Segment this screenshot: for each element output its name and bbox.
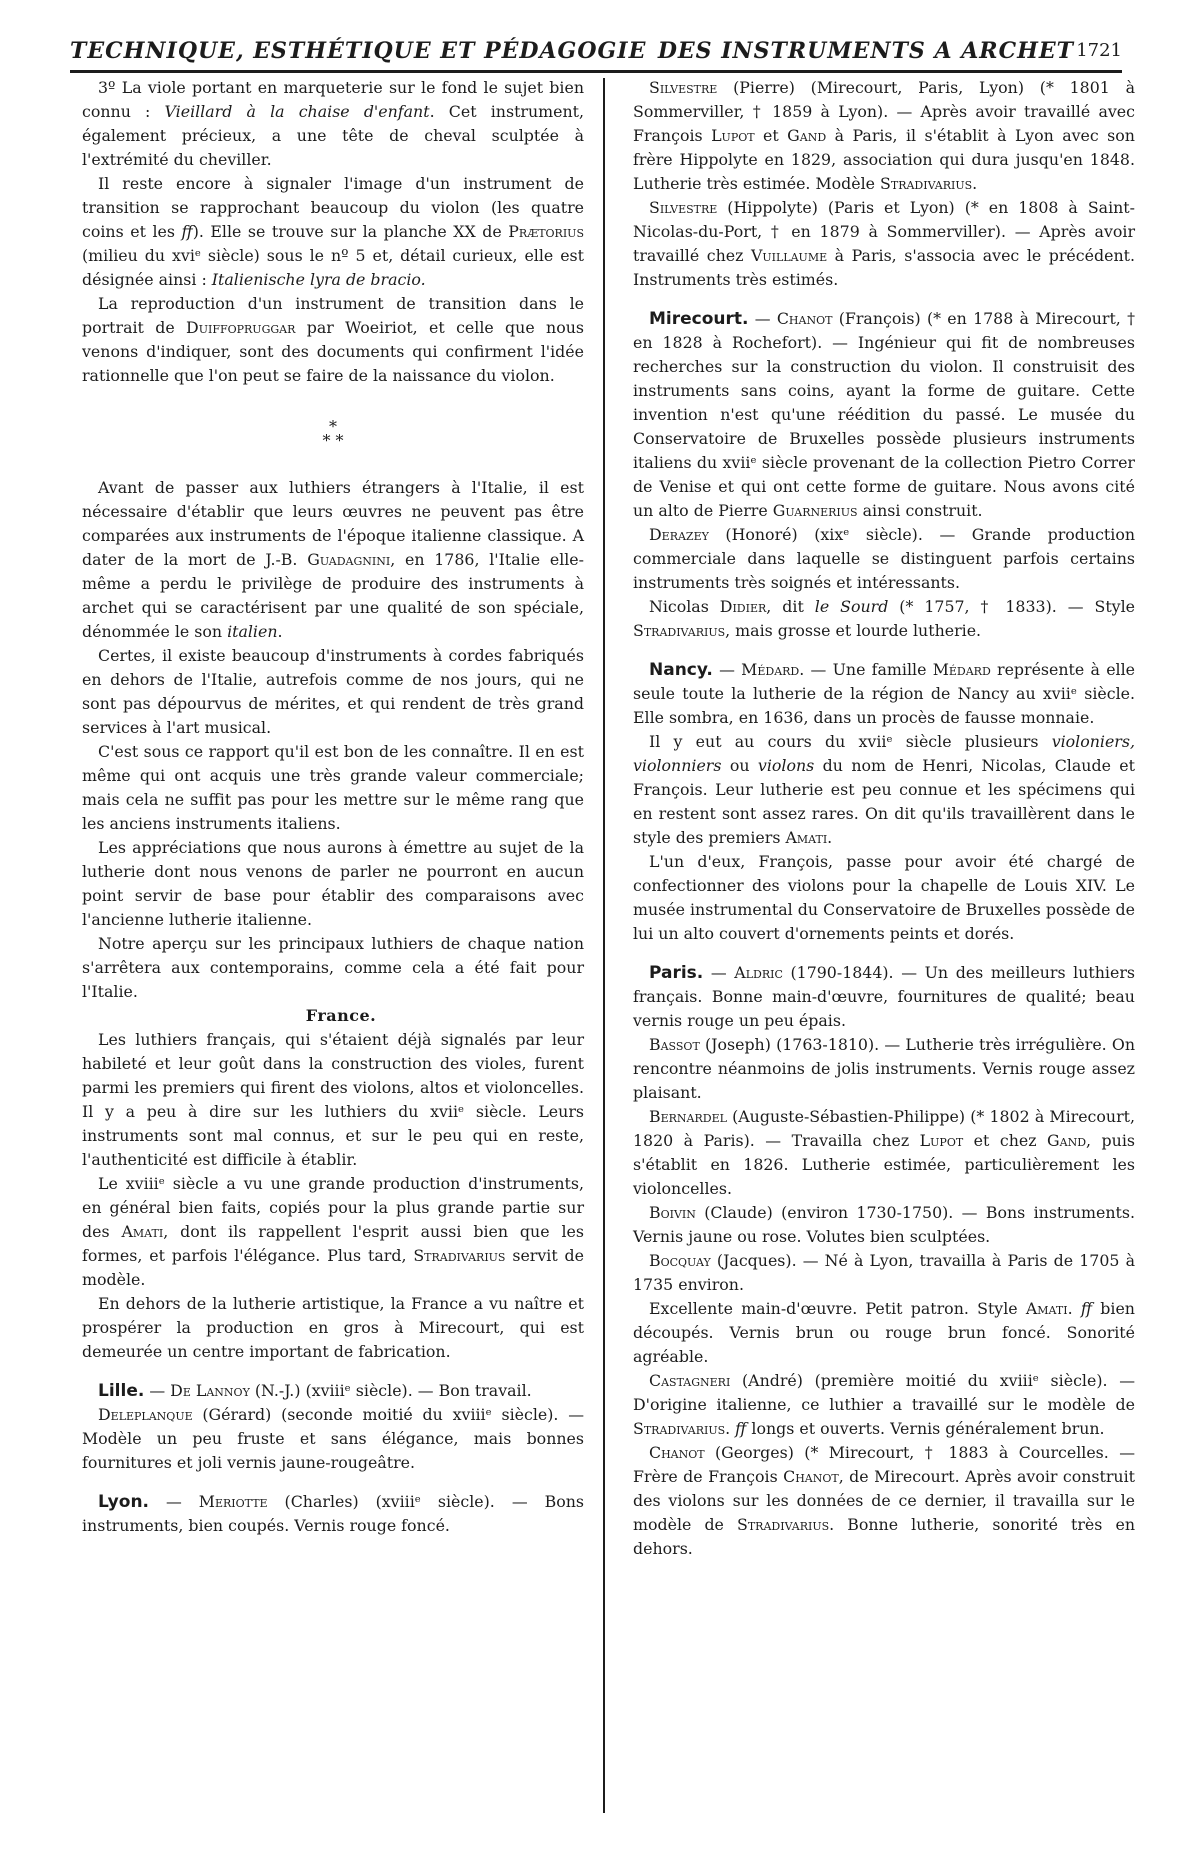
right-column: [633, 76, 1135, 1561]
section-title: France.: [305, 1006, 377, 1025]
entry-boivin: Boivin (Claude) (environ 1730-1750). — Bons instruments. Vernis jaune ou rose. Volutes bien sculptées.: [633, 1203, 1135, 1246]
paragraph: Les luthiers français, qui s'étaient déjà signalés par leur habileté et leur goût dans la construction des violes, furent parmi les premiers qui firent des violons, altos et violoncelles. Il y a peu à dire sur les luthiers du xviiᵉ siècle. Leurs instruments sont mal connus, et sur le peu qui en reste, l'authenticité est difficile à établir.: [82, 1030, 584, 1169]
running-header: [70, 36, 1122, 73]
paragraph: En dehors de la lutherie artistique, la France a vu naître et prospérer la production en gros à Mirecourt, qui est demeurée un centre important de fabrication.: [82, 1294, 584, 1361]
entry-bocquay: Bocquay (Jacques). — Né à Lyon, travailla à Paris de 1705 à 1735 environ.: [633, 1251, 1135, 1294]
header-right-title: DES INSTRUMENTS A ARCHET: [657, 38, 1074, 64]
section-break-asterisks: * * *: [322, 417, 344, 450]
city-heading: Paris.: [649, 963, 704, 983]
entry-didier: Nicolas Didier, dit le Sourd (* 1757, † 1833). — Style Stradivarius, mais grosse et lourde lutherie.: [633, 597, 1135, 640]
paragraph: Certes, il existe beaucoup d'instruments à cordes fabriqués en dehors de l'Italie, autrefois comme de nos jours, qui ne sont pas dépourvus de mérites, et qui rendent de très grand services à l'art musical.: [82, 646, 584, 737]
paragraph: Il reste encore à signaler l'image d'un instrument de transition se rapprochant beaucoup du violon (les quatre coins et les ff). Elle se trouve sur la planche XX de Prætorius (milieu du xviᵉ siècle) sous le nº 5 et, détail curieux, elle est désignée ainsi : Italienische lyra de bracio.: [82, 174, 584, 289]
paragraph: Excellente main-d'œuvre. Petit patron. Style Amati. ff bien découpés. Vernis brun ou rouge brun foncé. Sonorité agréable.: [633, 1299, 1135, 1366]
paragraph: L'un d'eux, François, passe pour avoir été chargé de confectionner des violons pour la chapelle de Louis XIV. Le musée instrumental du Conservatoire de Bruxelles possède de lui un alto couvert d'ornements peints et dorés.: [633, 852, 1135, 943]
city-heading: Lyon.: [98, 1492, 149, 1512]
paragraph: C'est sous ce rapport qu'il est bon de les connaître. Il en est même qui ont acquis une très grande valeur commerciale; mais cela ne suffit pas pour les mettre sur le même rang que les anciens instruments italiens.: [82, 742, 584, 833]
entry-mirecourt-chanot: Mirecourt. — Chanot (François) (* en 1788 à Mirecourt, † en 1828 à Rochefort). — Ingénieur qui fit de nombreuses recherches sur la construction du violon. Il construisit des instruments sans coins, ayant la forme de guitare. Cette invention n'est qu'une réédition du passé. Le musée du Conservatoire de Bruxelles possède plusieurs instruments italiens du xviiᵉ siècle provenant de la collection Pietro Correr de Venise et qui ont cette forme de guitare. Nous avons cité un alto de Pierre Guarnerius ainsi construit.: [633, 309, 1135, 520]
entry-bernardel: Bernardel (Auguste-Sébastien-Philippe) (* 1802 à Mirecourt, 1820 à Paris). — Travailla chez Lupot et chez Gand, puis s'établit en 1826. Lutherie estimée, particulièrement les violoncelles.: [633, 1107, 1135, 1198]
entry-lyon: Lyon. — Meriotte (Charles) (xviiiᵉ siècle). — Bons instruments, bien coupés. Vernis rouge foncé.: [82, 1492, 585, 1535]
paragraph: Notre aperçu sur les principaux luthiers de chaque nation s'arrêtera aux contemporains, comme cela a été fait pour l'Italie.: [82, 934, 584, 1001]
left-column: [82, 76, 584, 1538]
page-number: 1721: [1076, 40, 1122, 61]
paragraph: Avant de passer aux luthiers étrangers à l'Italie, il est nécessaire d'établir que leurs œuvres ne peuvent pas être comparées aux instruments de l'époque italienne classique. A dater de la mort de J.-B. Guadagnini, en 1786, l'Italie elle-même a perdu le privilège de produire des instruments à archet qui se caractérisent par une qualité de son spéciale, dénommée le son italien.: [82, 478, 584, 641]
entry-silvestre-pierre: Silvestre (Pierre) (Mirecourt, Paris, Lyon) (* 1801 à Sommerviller, † 1859 à Lyon). — Après avoir travaillé avec François Lupot et Gand à Paris, il s'établit à Lyon avec son frère Hippolyte en 1829, association qui dura jusqu'en 1848. Lutherie très estimée. Modèle Stradivarius.: [633, 78, 1135, 193]
paragraph: Le xviiiᵉ siècle a vu une grande production d'instruments, en général bien faits, copiés pour la plus grande partie sur des Amati, dont ils rappellent l'esprit aussi bien que les formes, et parfois l'élégance. Plus tard, Stradivarius servit de modèle.: [82, 1174, 584, 1289]
entry-chanot-georges: Chanot (Georges) (* Mirecourt, † 1883 à Courcelles. — Frère de François Chanot, de Mirecourt. Après avoir construit des violons sur les données de ce dernier, il travailla sur le modèle de Stradivarius. Bonne lutherie, sonorité très en dehors.: [633, 1443, 1136, 1558]
entry-castagneri: Castagneri (André) (première moitié du xviiiᵉ siècle). — D'origine italienne, ce luthier a travaillé sur le modèle de Stradivarius. ff longs et ouverts. Vernis généralement brun.: [633, 1371, 1135, 1438]
entry-nancy-medard: Nancy. — Médard. — Une famille Médard représente à elle seule toute la lutherie de la région de Nancy au xviiᵉ siècle. Elle sombra, en 1636, dans un procès de fausse monnaie.: [633, 660, 1135, 727]
entry-bassot: Bassot (Joseph) (1763-1810). — Lutherie très irrégulière. On rencontre néanmoins de jolis instruments. Vernis rouge assez plaisant.: [633, 1035, 1135, 1102]
city-heading: Mirecourt.: [649, 309, 749, 329]
entry-paris-aldric: Paris. — Aldric (1790-1844). — Un des meilleurs luthiers français. Bonne main-d'œuvre, fournitures de qualité; beau vernis rouge un peu épais.: [633, 963, 1135, 1030]
paragraph: Il y eut au cours du xviiᵉ siècle plusieurs violoniers, violonniers ou violons du nom de Henri, Nicolas, Claude et François. Leur lutherie est peu connue et les spécimens qui en restent sont assez rares. On dit qu'ils travaillèrent dans le style des premiers Amati.: [633, 732, 1135, 847]
entry-derazey: Derazey (Honoré) (xixᵉ siècle). — Grande production commerciale dans laquelle se distinguent parfois certains instruments très soignés et intéressants.: [633, 525, 1135, 592]
entry-lille: Lille. — De Lannoy (N.-J.) (xviiiᵉ siècle). — Bon travail.: [98, 1381, 532, 1401]
city-heading: Nancy.: [649, 660, 713, 680]
paragraph: La reproduction d'un instrument de transition dans le portrait de Duiffopruggar par Woeiriot, et celle que nous venons d'indiquer, sont des documents qui confirment l'idée rationnelle que l'on peut se faire de la naissance du violon.: [82, 294, 584, 385]
entry-deleplanque: Deleplanque (Gérard) (seconde moitié du xviiiᵉ siècle). — Modèle un peu fruste et sans élégance, mais bonnes fournitures et joli vernis jaune-rougeâtre.: [82, 1405, 584, 1472]
paragraph: 3º La viole portant en marqueterie sur le fond le sujet bien connu : Vieillard à la chaise d'enfant. Cet instrument, également précieux, a une tête de cheval sculptée à l'extrémité du cheviller.: [82, 78, 585, 169]
paragraph: Les appréciations que nous aurons à émettre au sujet de la lutherie dont nous venons de parler ne pourront en aucun point servir de base pour établir des comparaisons avec l'ancienne lutherie italienne.: [82, 838, 584, 929]
header-left-title: TECHNIQUE, ESTHÉTIQUE ET PÉDAGOGIE: [70, 38, 647, 64]
city-heading: Lille.: [98, 1381, 145, 1401]
entry-silvestre-hippolyte: Silvestre (Hippolyte) (Paris et Lyon) (* en 1808 à Saint-Nicolas-du-Port, † en 1879 à Sommerviller). — Après avoir travaillé chez Vuillaume à Paris, s'associa avec le précédent. Instruments très estimés.: [633, 198, 1135, 289]
column-rule: [603, 78, 605, 1813]
